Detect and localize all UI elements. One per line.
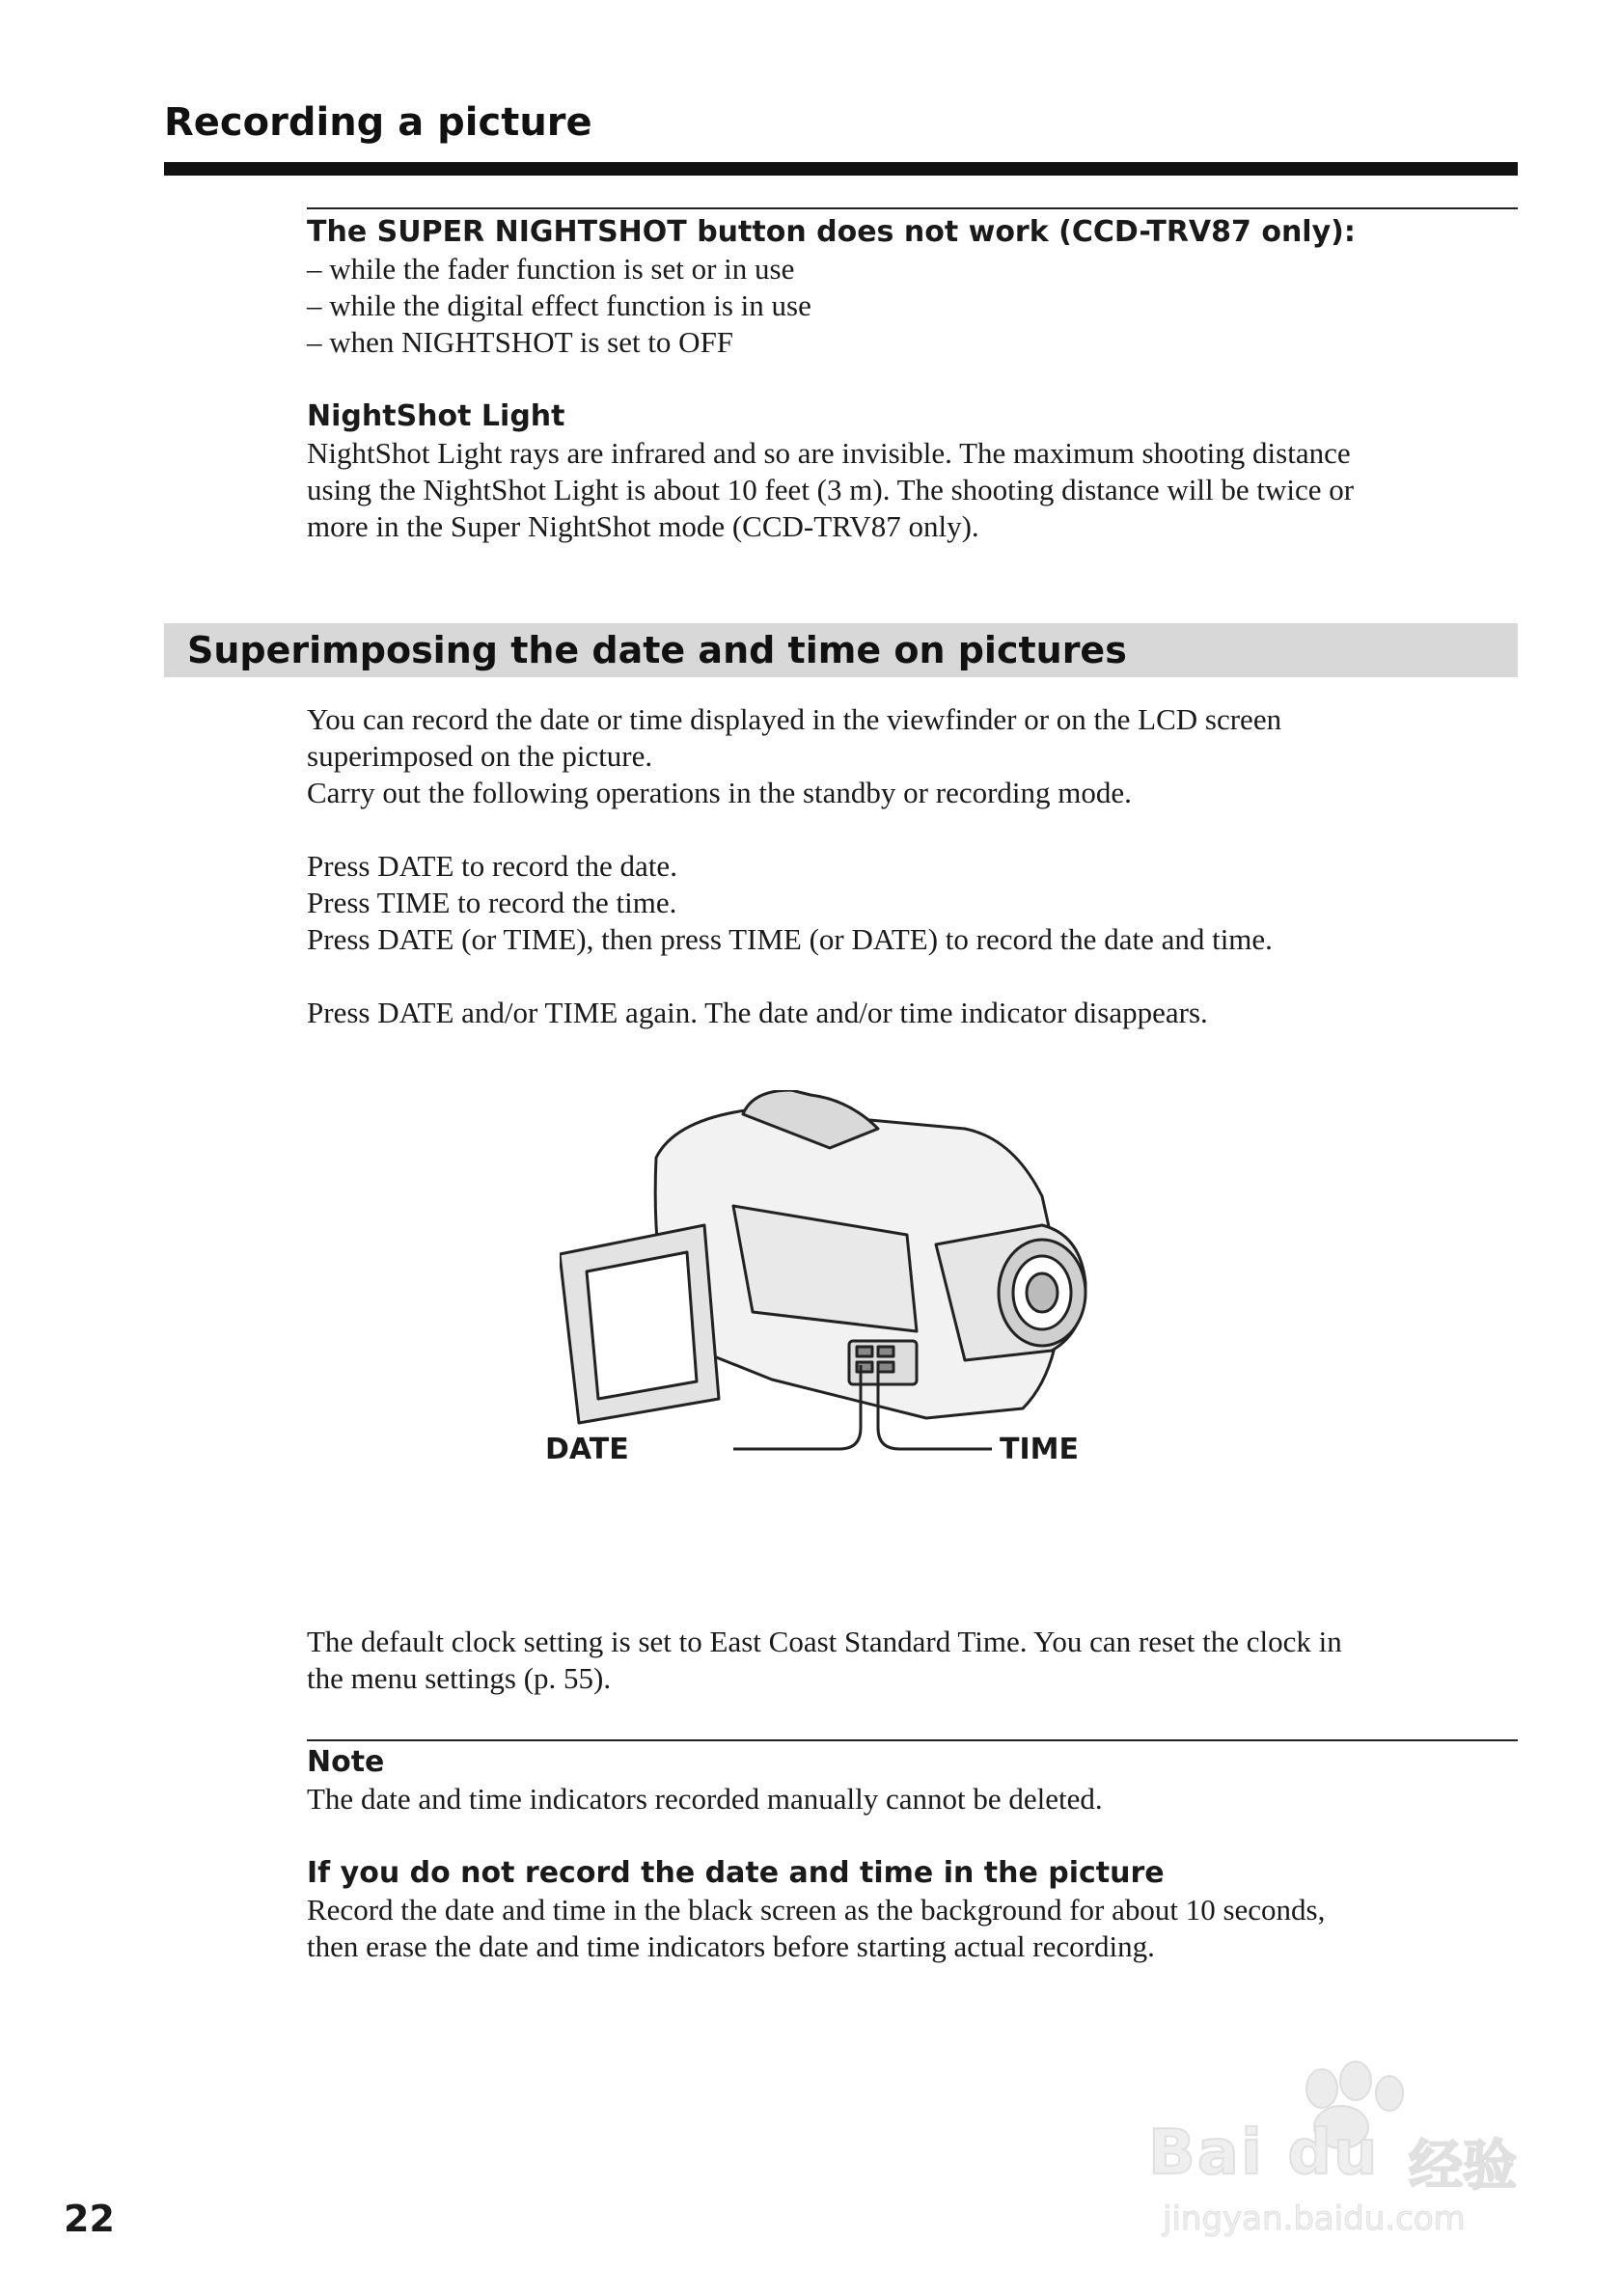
section-title: Superimposing the date and time on pictures	[187, 629, 1127, 671]
tip-heading: If you do not record the date and time in the picture	[307, 1856, 1165, 1890]
intro-line: superimposed on the picture.	[307, 739, 653, 773]
nightshot-light-line: using the NightShot Light is about 10 feet (3 m). The shooting distance will be twice or	[307, 473, 1355, 506]
date-button-label: DATE	[545, 1433, 629, 1466]
clock-line: The default clock setting is set to East Coast Standard Time. You can reset the clock in	[307, 1625, 1342, 1658]
intro-line: You can record the date or time displayed in the viewfinder or on the LCD screen	[307, 702, 1282, 736]
note-text: The date and time indicators recorded manually cannot be deleted.	[307, 1782, 1103, 1816]
tip-line: Record the date and time in the black screen as the background for about 10 seconds,	[307, 1893, 1326, 1927]
note-block	[307, 1744, 1103, 1818]
watermark-url: jingyan.baidu.com	[1163, 2200, 1466, 2238]
clock-paragraph	[307, 1624, 1342, 1697]
press-instructions	[307, 848, 1273, 958]
page-header-title: Recording a picture	[164, 100, 592, 145]
section-header-bar	[164, 623, 1518, 677]
watermark-brand: Bai du	[1148, 2118, 1380, 2189]
time-button-label: TIME	[1000, 1433, 1079, 1466]
tip-line: then erase the date and time indicators before starting actual recording.	[307, 1929, 1155, 1963]
baidu-watermark	[1148, 2060, 1553, 2253]
press-line: Press DATE (or TIME), then press TIME (or DATE) to record the date and time.	[307, 922, 1273, 956]
nightshot-light	[307, 398, 1354, 545]
clock-line: the menu settings (p. 55).	[307, 1661, 612, 1695]
nightshot-light-heading: NightShot Light	[307, 399, 565, 433]
cancel-line: Press DATE and/or TIME again. The date and/or time indicator disappears.	[307, 996, 1208, 1029]
note-heading: Note	[307, 1745, 385, 1779]
note-top-rule	[307, 1739, 1518, 1741]
page-number: 22	[64, 2198, 115, 2240]
nightshot-note-item: – while the digital effect function is in use	[307, 288, 811, 322]
header-rule	[164, 162, 1518, 176]
camcorder-drawing	[560, 1090, 1100, 1534]
tip-block	[307, 1855, 1325, 1965]
cancel-instruction	[307, 995, 1208, 1031]
notes-top-rule	[307, 207, 1518, 209]
nightshot-note-item: – when NIGHTSHOT is set to OFF	[307, 325, 734, 359]
watermark-cn: 经验	[1409, 2135, 1517, 2198]
intro-line: Carry out the following operations in the standby or recording mode.	[307, 776, 1132, 809]
section-intro	[307, 701, 1281, 811]
nightshot-notes	[307, 214, 1356, 361]
nightshot-notes-heading: The SUPER NIGHTSHOT button does not work (CCD-TRV87 only):	[307, 215, 1356, 249]
nightshot-light-line: more in the Super NightShot mode (CCD-TRV87 only).	[307, 509, 979, 543]
press-line: Press TIME to record the time.	[307, 886, 677, 919]
nightshot-note-item: – while the fader function is set or in use	[307, 252, 795, 286]
nightshot-light-line: NightShot Light rays are infrared and so are invisible. The maximum shooting distance	[307, 436, 1351, 470]
press-line: Press DATE to record the date.	[307, 849, 677, 883]
camcorder-illustration	[545, 1090, 1100, 1534]
